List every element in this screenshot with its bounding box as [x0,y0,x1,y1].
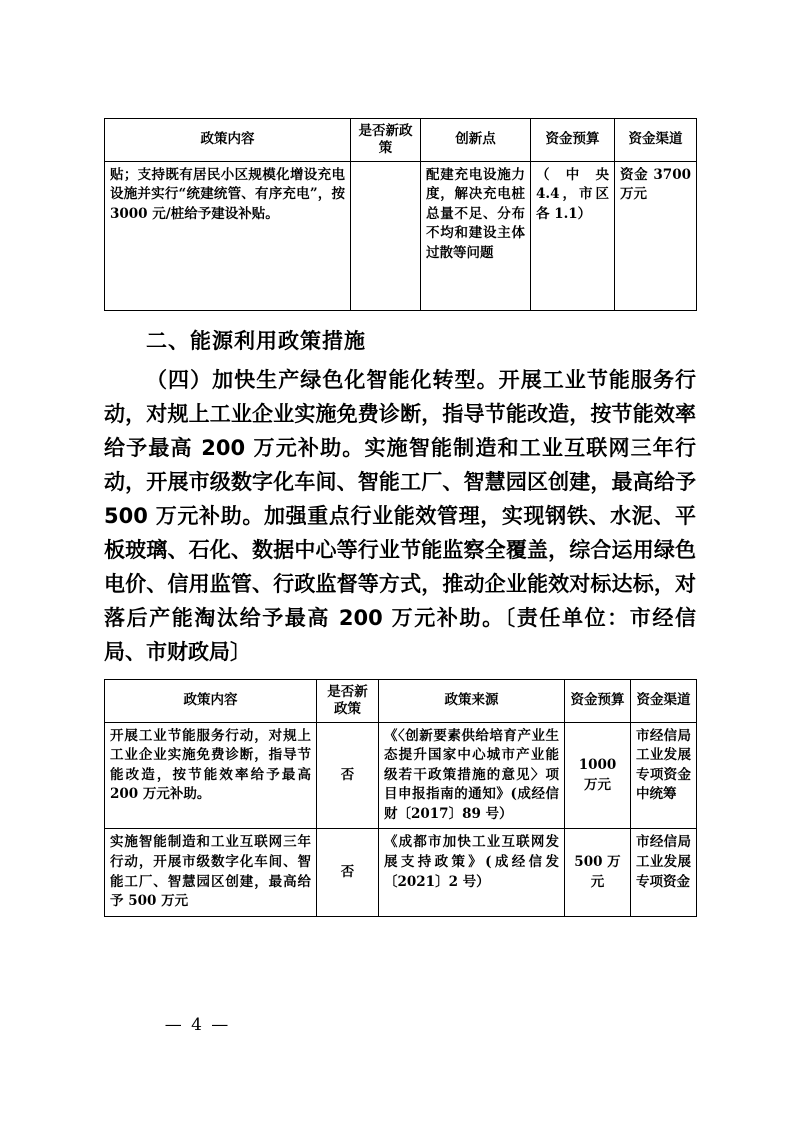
column-header-policy-content: 政策内容 [105,119,351,162]
column-header-innovation: 创新点 [421,119,531,162]
cell-is-new-policy [351,161,421,310]
cell-budget: （中央 4.4，市区各 1.1） [531,161,615,310]
table-row [105,161,697,310]
column-header-budget: 资金预算 [565,679,631,722]
cell-is-new-policy: 否 [317,829,379,916]
cell-budget: 1000 万元 [565,722,631,829]
column-header-policy-source: 政策来源 [379,679,565,722]
column-header-budget: 资金预算 [531,119,615,162]
page-number: — 4 — [164,1015,231,1035]
column-header-policy-content: 政策内容 [105,679,317,722]
column-header-is-new-policy: 是否新政策 [317,679,379,722]
section-heading: 二、能源利用政策措施 [146,328,366,353]
cell-budget: 500 万元 [565,829,631,916]
cell-policy-content: 开展工业节能服务行动，对规上工业企业实施免费诊断，指导节能改造，按节能效率给予最高 200 万元补助。 [105,722,317,829]
cell-channel: 市经信局工业发展专项资金 [631,829,697,916]
cell-is-new-policy: 否 [317,722,379,829]
cell-policy-source: 《成都市加快工业互联网发展支持政策》(成经信发〔2021〕2 号） [379,829,565,916]
policy-table-bottom [104,679,697,917]
cell-policy-content: 贴；支持既有居民小区规模化增设充电设施并实行“统建统管、有序充电”，按 3000 元/桩给予建设补贴。 [105,161,351,310]
cell-innovation: 配建充电设施力度，解决充电桩总量不足、分布不均和建设主体过散等问题 [421,161,531,310]
table-row [105,722,697,829]
cell-policy-content: 实施智能制造和工业互联网三年行动，开展市级数字化车间、智能工厂、智慧园区创建，最高给予 500 万元 [105,829,317,916]
column-header-is-new-policy: 是否新政策 [351,119,421,162]
cell-channel: 资金 3700 万元 [615,161,697,310]
page-footer [0,1015,800,1035]
table-header-row [105,119,697,162]
cell-policy-source: 《〈创新要素供给培育产业生态提升国家中心城市产业能级若干政策措施的意见〉项目申报指南的通知》(成经信财〔2017〕89 号） [379,722,565,829]
column-header-channel: 资金渠道 [631,679,697,722]
table-row [105,829,697,916]
body-paragraph: （四）加快生产绿色化智能化转型。开展工业节能服务行动，对规上工业企业实施免费诊断，指导节能改造，按节能效率给予最高 200 万元补助。实施智能制造和工业互联网三年行动，开展市级数字化车间、智能工厂、智慧园区创建，最高给予 500 万元补助。加强重点行业能效管理，实现钢铁、水泥、平板玻璃、石化、数据中心等行业节能监察全覆盖，综合运用绿色电价、信用监管、行政监督等方式，推动企业能效对标达标，对落后产能淘汰给予最高 200 万元补助。〔责任单位：市经信局、市财政局〕 [104,367,696,664]
table-header-row [105,679,697,722]
column-header-channel: 资金渠道 [615,119,697,162]
page-content [104,118,696,917]
policy-table-top [104,118,697,311]
cell-channel: 市经信局工业发展专项资金中统筹 [631,722,697,829]
